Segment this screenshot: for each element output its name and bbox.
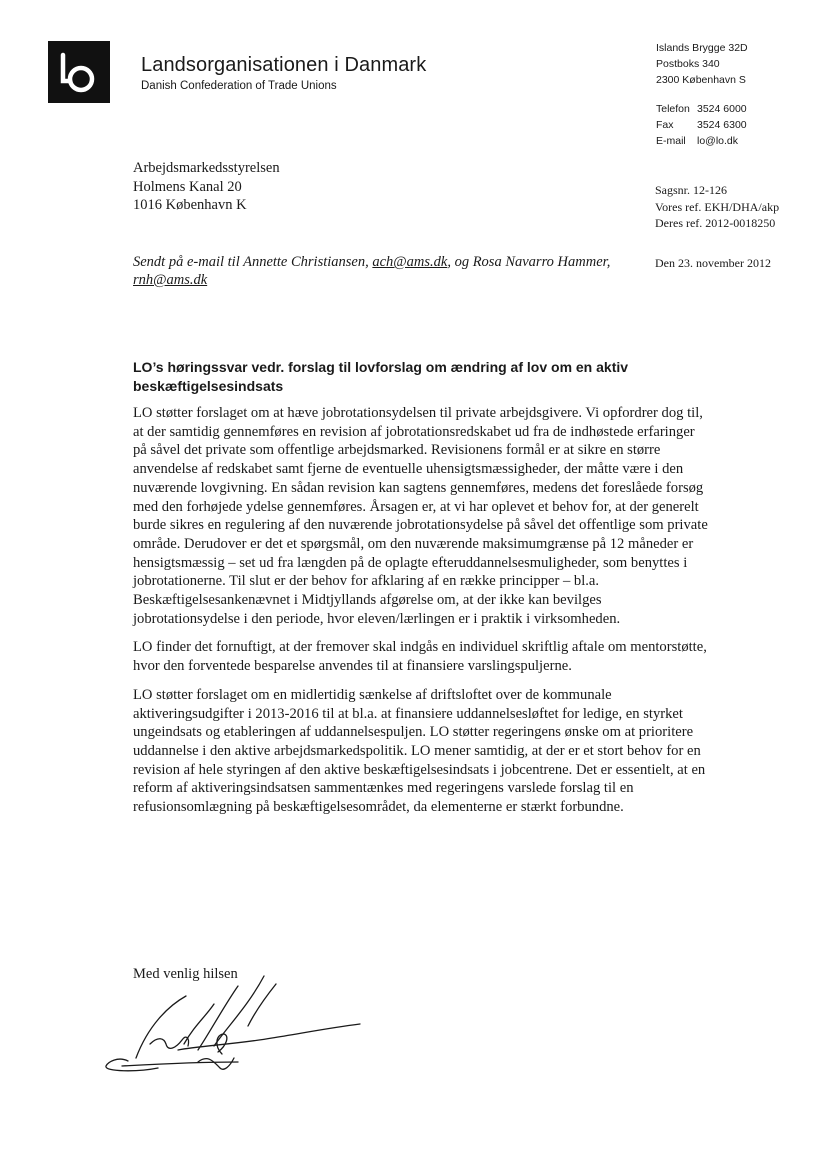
email-link-ach[interactable]: ach@ams.dk xyxy=(372,254,448,270)
sent-middle: , og Rosa Navarro Hammer, xyxy=(447,254,611,270)
handwritten-signature xyxy=(98,966,378,1076)
contact-label: Telefon xyxy=(656,103,690,115)
lo-logo xyxy=(48,41,110,103)
sent-note xyxy=(133,253,633,289)
contact-fax xyxy=(656,117,747,133)
signature-drawing xyxy=(98,966,378,1076)
sent-prefix: Sendt på e-mail til Annette Christiansen, xyxy=(133,254,373,270)
letter-date: Den 23. november 2012 xyxy=(655,256,771,270)
email-link-rnh[interactable]: rnh@ams.dk xyxy=(133,272,208,288)
organization-name: Landsorganisationen i Danmark xyxy=(141,54,427,76)
address-line: 2300 København S xyxy=(656,74,746,86)
contact-email xyxy=(656,133,747,149)
contact-label: Fax xyxy=(656,119,674,131)
address-line: Islands Brygge 32D xyxy=(656,42,748,54)
letter-heading: LO’s høringssvar vedr. forslag til lovforslag om ændring af lov om en aktiv beskæftigelsesindsats xyxy=(133,359,629,394)
case-number: Sagsnr. 12-126 xyxy=(655,183,727,197)
sender-address xyxy=(656,40,748,88)
lo-logo-mark xyxy=(48,41,110,103)
body-paragraph: LO finder det fornuftigt, at der fremover skal indgås en individuel skriftlig aftale om mentorstøtte, hvor den forventede besparelse anvendes til at finansiere varslingspuljerne. xyxy=(133,639,707,675)
address-line: Postboks 340 xyxy=(656,58,720,70)
sender-contact xyxy=(656,101,747,149)
our-reference: Vores ref. EKH/DHA/akp xyxy=(655,199,780,214)
recipient-line: Arbejdsmarkedsstyrelsen xyxy=(133,160,280,176)
letter-body xyxy=(133,404,708,827)
organization-subtitle: Danish Confederation of Trade Unions xyxy=(141,80,337,92)
contact-value: 3524 6000 xyxy=(697,103,747,115)
body-paragraph: LO støtter forslaget om en midlertidig sænkelse af driftsloftet over de kommunale aktiveringsudgifter i 2013-2016 til at bl.a. at finansiere uddannelsesløftet for ledige, en styrket ungeindsats og etableringen af uddannelsespuljen. LO støtter regeringens ønske om at prioritere uddannelse i den aktive arbejdsmarkedspolitik. LO mener samtidig, at der er et stort behov for en revision af hele styringen af den aktive beskæftigelsesindsats i jobcentrene. Det er essentielt, at en reform af aktiveringsindsatsen sammentænkes med regeringens varslede forslag til en refusionsomlægning på beskæftigelsesområdet, da elementerne er stærkt forbundne. xyxy=(133,686,706,816)
case-references xyxy=(655,182,779,232)
contact-value: 3524 6300 xyxy=(697,119,747,131)
closing-greeting: Med venlig hilsen xyxy=(133,966,238,982)
contact-label: E-mail xyxy=(656,135,686,147)
your-reference: Deres ref. 2012-0018250 xyxy=(655,216,776,230)
recipient-line: Holmens Kanal 20 xyxy=(133,178,242,195)
body-paragraph: LO støtter forslaget om at hæve jobrotationsydelsen til private arbejdsgivere. Vi opfordrer dog til, at der samtidig gennemføres en revision af jobrotationsredskabet ud fra de indhøstede erfaringer på såvel det private som offentlige arbejdsmarked. Revisionens formål er at sikre en større anvendelse af redskabet samt fjerne de eventuelle uhensigtsmæssigheder, der måtte være i den nuværende lovgivning. En sådan revision kan sagtens gennemføres, medens det foreslåede forsøg med den forhøjede ydelse gennemføres. Årsagen er, at vi har oplevet et behov for, at der generelt burde sikres en regulering af den nuværende jobrotationsydelse på såvel det offentlige som private område. Derudover er det et spørgsmål, om den nuværende maksimumgrænse på 12 måneder er hensigtsmæssig – set ud fra længden på de oplagte efteruddannelsesmuligheder, som benyttes i jobrotationerne. Til slut er der behov for afklaring af en række principper – bl.a. Beskæftigelsesankenævnet i Midtjyllands afgørelse om, at der ikke kan bevilges jobrotationsydelse i den periode, hvor eleven/lærlingen er i praktik i virksomheden. xyxy=(133,405,708,627)
recipient-address xyxy=(133,159,280,215)
contact-value: lo@lo.dk xyxy=(697,135,739,147)
contact-phone xyxy=(656,101,747,117)
recipient-line: 1016 København K xyxy=(133,197,247,213)
